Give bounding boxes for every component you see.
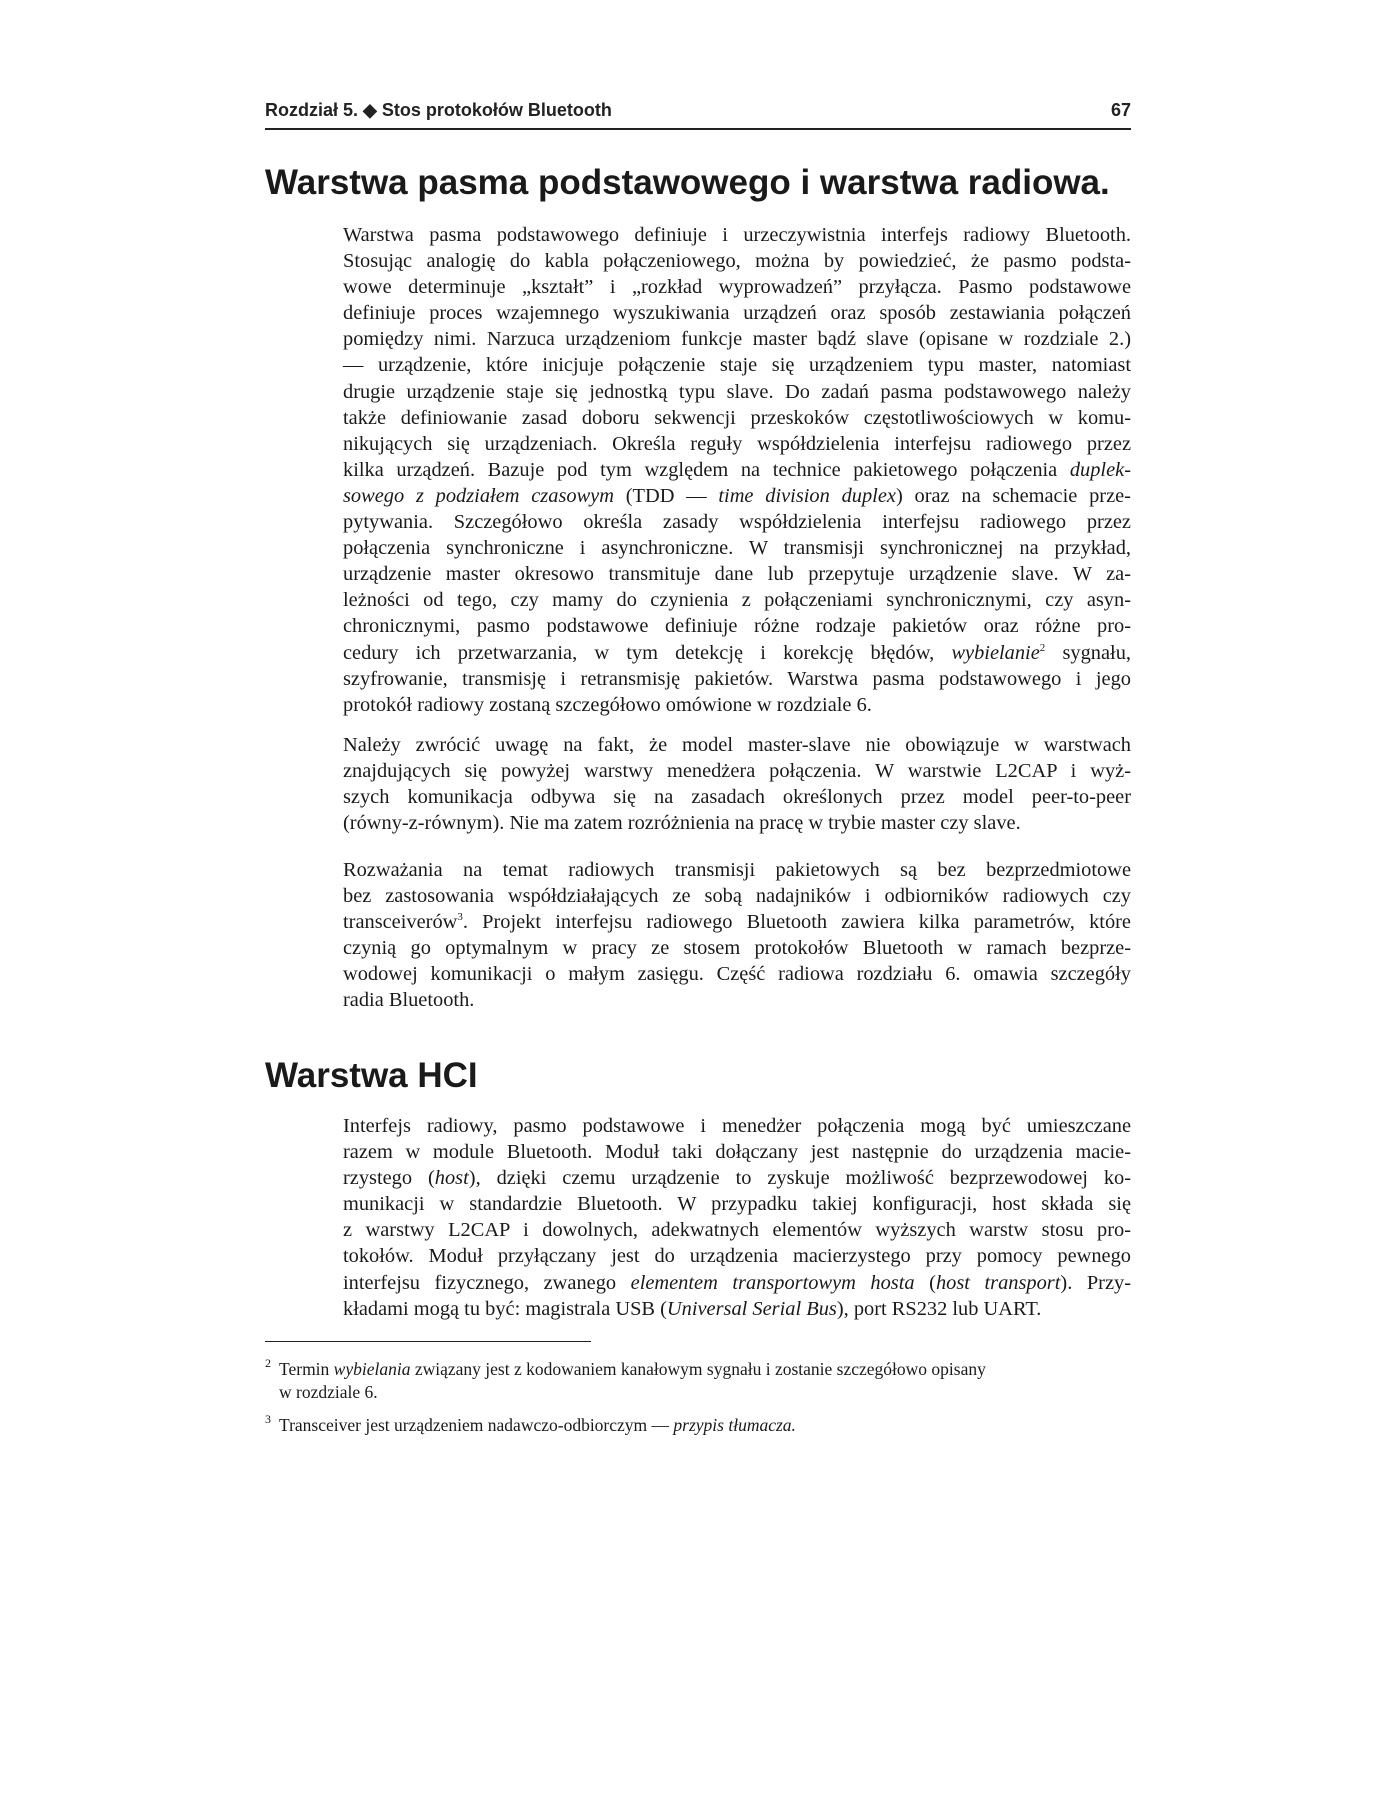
text-line [343, 457, 1131, 483]
text-run: związany jest z kodowaniem kanałowym sygnału i zostanie szczegółowo opisany [410, 1359, 986, 1379]
text-line: (równy-z-równym). Nie ma zatem rozróżnienia na pracę w trybie master czy slave. [343, 812, 1021, 835]
italic-term: wybielanie [951, 641, 1040, 664]
text-run: ) oraz na schemacie prze- [895, 484, 1131, 507]
text-line: szych komunikacja odbywa się na zasadach określonych przez model peer-to-peer [343, 786, 1131, 809]
footnote-number: 3 [265, 1412, 271, 1426]
text-line: wodowej komunikacji o małym zasięgu. Część radiowa rozdziału 6. omawia szczegóły [343, 963, 1131, 986]
footnote-ref[interactable]: 3 [457, 911, 463, 924]
text-line: — urządzenie, które inicjuje połączenie staje się urządzeniem typu master, natomiast [343, 354, 1131, 377]
running-header [265, 98, 1131, 130]
text-line: Należy zwrócić uwagę na fakt, że model master-slave nie obowiązuje w warstwach [343, 734, 1131, 756]
text-run: ( [914, 1271, 936, 1294]
text-line: chronicznymi, pasmo podstawowe definiuje różne rodzaje pakietów oraz różne pro- [343, 615, 1131, 638]
text-line: Rozważania na temat radiowych transmisji pakietowych są bez bezprzedmiotowe [343, 859, 1131, 881]
text-line: tokołów. Moduł przyłączany jest do urządzenia macierzystego przy pomocy pewnego [343, 1245, 1131, 1268]
italic-term: elementem transportowym hosta [630, 1271, 915, 1294]
text-line: Interfejs radiowy, pasmo podstawowe i menedżer połączenia mogą być umieszczane [343, 1115, 1131, 1137]
text-line [343, 909, 1131, 935]
text-run: ), port RS232 lub UART. [836, 1297, 1042, 1320]
footnotes [265, 1358, 1131, 1447]
text-line: pomiędzy nimi. Narzuca urządzeniom funkcje master bądź slave (opisane w rozdziale 2.) [343, 328, 1131, 351]
italic-term: Universal Serial Bus [666, 1297, 837, 1320]
text-run: . Projekt interfejsu radiowego Bluetooth zawiera kilka parametrów, które [462, 911, 1131, 934]
text-line [343, 640, 1131, 666]
italic-term: host transport [935, 1271, 1061, 1294]
text-line: razem w module Bluetooth. Moduł taki dołączany jest następnie do urządzenia macie- [343, 1141, 1131, 1164]
text-line: leżności od tego, czy mamy do czynienia z połączeniami synchronicznymi, czy asyn- [343, 589, 1131, 612]
paragraph-radio [343, 857, 1131, 1014]
text-line: pytywania. Szczegółowo określa zasady współdzielenia interfejsu radiowego przez [343, 511, 1131, 534]
text-line: bez zastosowania współdziałających ze sobą nadajników i odbiorników radiowych czy [343, 885, 1131, 908]
paragraph-baseband [343, 222, 1131, 718]
paragraph-master-slave [343, 732, 1131, 836]
text-line: połączenia synchroniczne i asynchroniczne. W transmisji synchronicznej na przykład, [343, 537, 1131, 560]
text-run: ). Przy- [1060, 1271, 1132, 1294]
text-line: także definiowanie zasad doboru sekwencji przeskoków częstotliwościowych w komu- [343, 406, 1131, 429]
text-line: radia Bluetooth. [343, 989, 475, 1012]
text-line: szyfrowanie, transmisję i retransmisję pakietów. Warstwa pasma podstawowego i jego [343, 667, 1131, 690]
text-run: cedury ich przetwarzania, w tym detekcję i korekcję błędów, [343, 641, 952, 664]
text-run: kilka urządzeń. Bazuje pod tym względem na technice pakietowego połączenia [343, 458, 1070, 481]
text-line [343, 1296, 1131, 1322]
italic-term: host [434, 1167, 469, 1190]
page-number: 67 [1110, 100, 1131, 120]
text-run: Termin [279, 1359, 334, 1379]
italic-term: duplek- [1069, 458, 1131, 481]
text-line: urządzenie master okresowo transmituje dane lub przepytuje urządzenie slave. W za- [343, 563, 1131, 586]
text-line: wowe determinuje „kształt” i „rozkład wyprowadzeń” przyłącza. Pasmo podstawowe [343, 276, 1131, 299]
footnote-number: 2 [265, 1356, 271, 1370]
section-title-baseband: Warstwa pasma podstawowego i warstwa radiowa. [265, 163, 1110, 202]
italic-term: wybielania [333, 1359, 411, 1379]
text-line [343, 1165, 1131, 1191]
text-line: nikujących się urządzeniach. Określa reguły współdzielenia interfejsu radiowego przez [343, 432, 1131, 455]
text-line: munikacji w standardzie Bluetooth. W przypadku takiej konfiguracji, host składa się [343, 1193, 1131, 1216]
text-run: kładami mogą tu być: magistrala USB ( [343, 1297, 667, 1320]
text-run: rzystego ( [343, 1167, 435, 1190]
footnote-3 [265, 1414, 1131, 1437]
footnote-ref[interactable]: 2 [1039, 641, 1046, 654]
text-run: w rozdziale 6. [279, 1382, 378, 1402]
text-line: znajdujących się powyżej warstwy menedżera połączenia. W warstwie L2CAP i wyż- [343, 760, 1131, 783]
text-line [343, 483, 1131, 509]
text-line: protokół radiowy zostaną szczegółowo omówione w rozdziale 6. [343, 693, 872, 716]
text-run: Transceiver jest urządzeniem nadawczo-odbiorczym — [279, 1415, 674, 1435]
footnote-divider [265, 1341, 591, 1342]
text-run: interfejsu fizycznego, zwanego [343, 1271, 631, 1294]
text-run: sygnału, [1045, 641, 1131, 664]
section-title-hci: Warstwa HCI [265, 1056, 478, 1095]
italic-term: sowego z podziałem czasowym [343, 484, 614, 507]
italic-term: time division duplex [718, 484, 896, 507]
text-line: Warstwa pasma podstawowego definiuje i urzeczywistnia interfejs radiowy Bluetooth. [343, 224, 1131, 246]
text-run: transceiverów [343, 911, 458, 934]
text-line [343, 1270, 1131, 1296]
text-line: czynią go optymalnym w pracy ze stosem protokołów Bluetooth w ramach bezprze- [343, 937, 1131, 960]
text-line: drugie urządzenie staje się jednostką typu slave. Do zadań pasma podstawowego należy [343, 380, 1131, 403]
text-line: Stosując analogię do kabla połączeniowego, można by powiedzieć, że pasmo podsta- [343, 250, 1131, 273]
text-line: definiuje proces wzajemnego wyszukiwania urządzeń oraz sposób zestawiania połączeń [343, 302, 1131, 325]
paragraph-hci [343, 1113, 1131, 1322]
text-run: (TDD — [613, 484, 719, 507]
text-line: z warstwy L2CAP i dowolnych, adekwatnych elementów wyższych warstw stosu pro- [343, 1219, 1131, 1242]
footnote-2 [265, 1358, 1131, 1404]
italic-term: przypis tłumacza. [673, 1415, 796, 1435]
text-run: ), dzięki czemu urządzenie to zyskuje możliwość bezprzewodowej ko- [468, 1167, 1132, 1190]
chapter-title: Rozdział 5. ◆ Stos protokołów Bluetooth [265, 100, 612, 120]
